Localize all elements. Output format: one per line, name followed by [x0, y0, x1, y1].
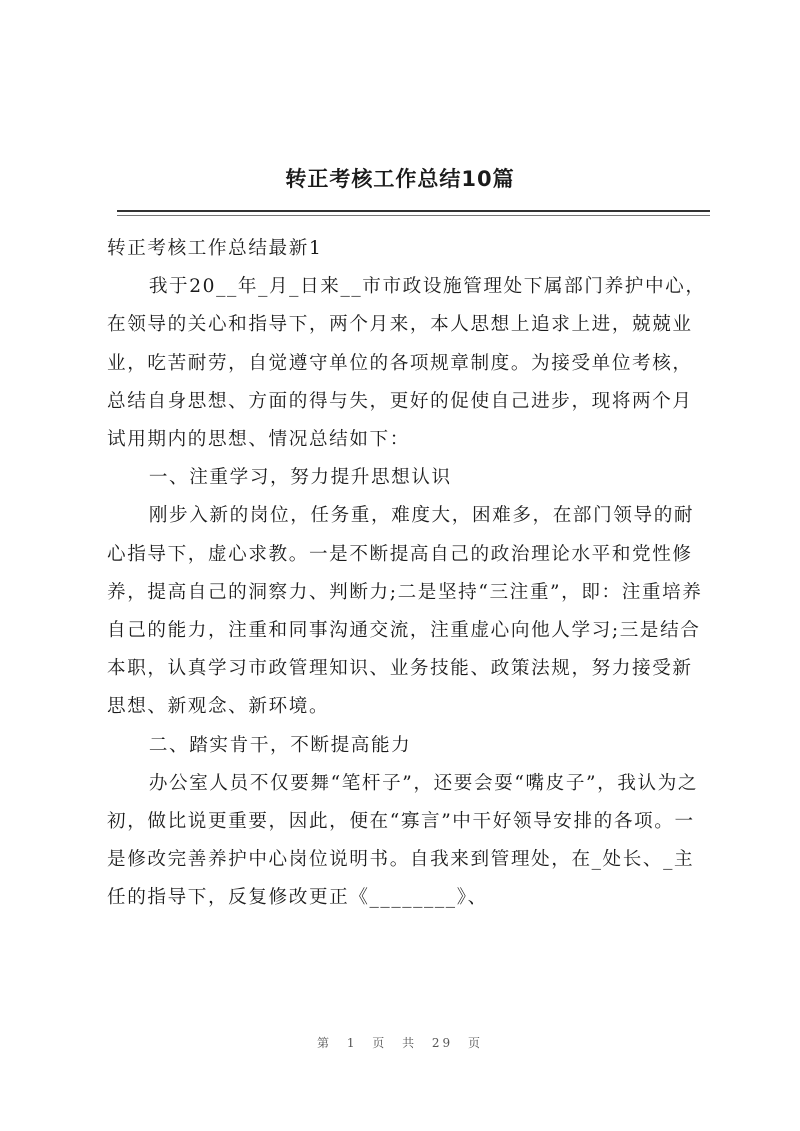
paragraph-intro: 我于20__年_月_日来__市市政设施管理处下属部门养护中心，在领导的关心和指导下，两个月来，本人思想上追求上进，兢兢业业，吃苦耐劳，自觉遵守单位的各项规章制度。为接受单位考核，总结自身思想、方面的得与失，更好的促使自己进步，现将两个月试用期内的思想、情况总结如下：	[107, 276, 706, 451]
document-body	[107, 230, 711, 918]
page-number-footer: 第 1 页 共 29 页	[317, 1036, 483, 1050]
section-heading: 转正考核工作总结最新1	[107, 238, 323, 259]
subheading-work: 二、踏实肯干，不断提高能力	[148, 734, 412, 756]
paragraph-work: 办公室人员不仅要舞“笔杆子”，还要会耍“嘴皮子”，我认为之初，做比说更重要，因此，便在“寡言”中干好领导安排的各项。一是修改完善养护中心岗位说明书。自我来到管理处，在_处长、_主任的指导下，反复修改更正《________》、	[107, 772, 699, 909]
document-title: 转正考核工作总结10篇	[285, 167, 515, 191]
subheading-study: 一、注重学习，努力提升思想认识	[148, 467, 452, 489]
paragraph-study: 刚步入新的岗位，任务重，难度大，困难多，在部门领导的耐心指导下，虚心求教。一是不断提高自己的政治理论水平和党性修养，提高自己的洞察力、判断力;二是坚持“三注重”，即：注重培养自己的能力，注重和同事沟通交流，注重虚心向他人学习;三是结合本职，认真学习市政管理知识、业务技能、政策法规，努力接受新思想、新观念、新环境。	[107, 505, 703, 718]
title-divider-thin	[117, 215, 710, 216]
title-divider	[117, 210, 710, 212]
